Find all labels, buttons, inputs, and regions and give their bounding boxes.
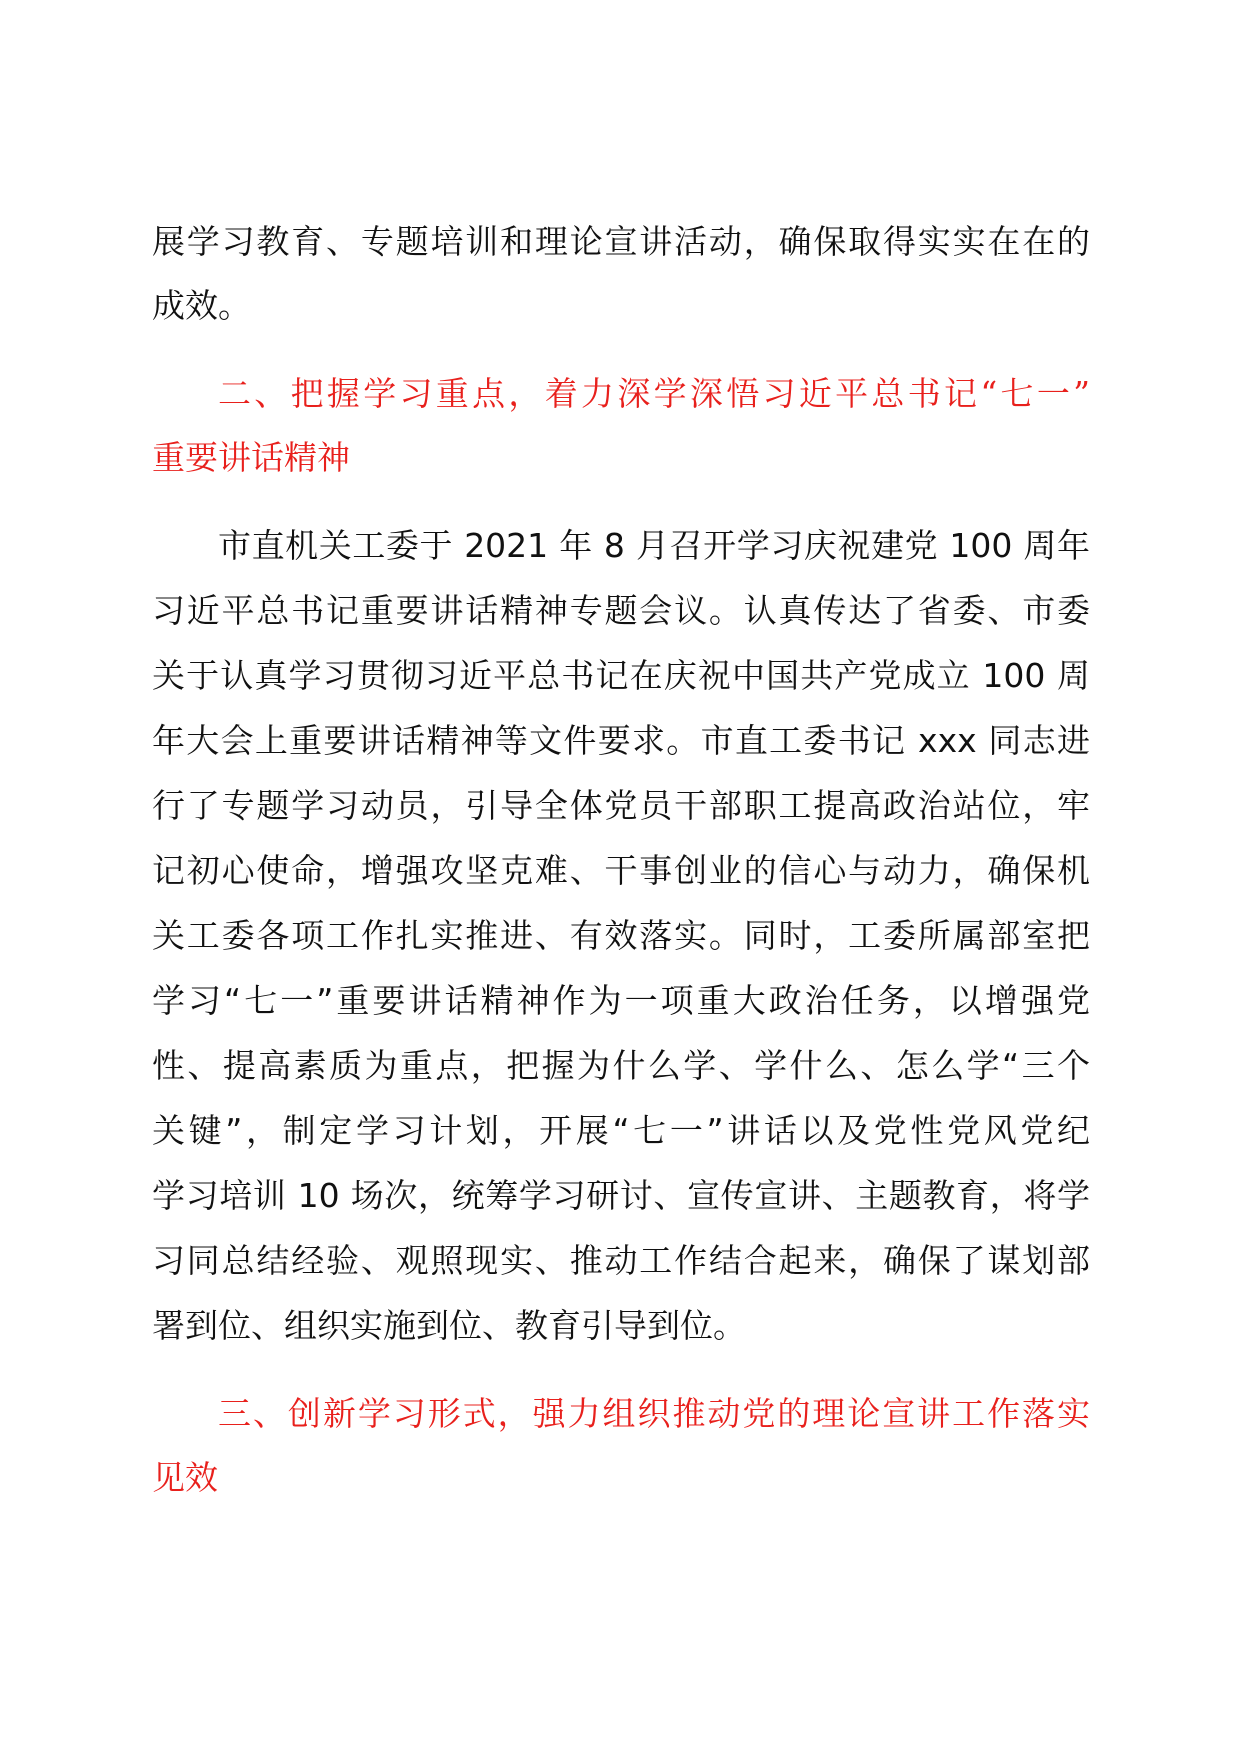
body-text-line: 关键”，制定学习计划，开展“七一”讲话以及党性党风党纪 bbox=[152, 1111, 1090, 1150]
body-text-line: 关于认真学习贯彻习近平总书记在庆祝中国共产党成立 100 周 bbox=[152, 656, 1090, 695]
document-page bbox=[152, 0, 1090, 1754]
body-text-line: 署到位、组织实施到位、教育引导到位。 bbox=[152, 1306, 746, 1345]
body-text-line: 关工委各项工作扎实推进、有效落实。同时，工委所属部室把 bbox=[152, 916, 1090, 955]
body-text-line: 展学习教育、专题培训和理论宣讲活动，确保取得实实在在的 bbox=[152, 222, 1090, 261]
section-heading: 见效 bbox=[152, 1458, 218, 1497]
section-heading: 重要讲话精神 bbox=[152, 438, 350, 477]
body-text-line: 行了专题学习动员，引导全体党员干部职工提高政治站位，牢 bbox=[152, 786, 1090, 825]
body-text-line: 学习培训 10 场次，统筹学习研讨、宣传宣讲、主题教育，将学 bbox=[152, 1176, 1090, 1215]
section-heading: 三、创新学习形式，强力组织推动党的理论宣讲工作落实 bbox=[218, 1394, 1090, 1433]
body-text-line: 习近平总书记重要讲话精神专题会议。认真传达了省委、市委 bbox=[152, 591, 1090, 630]
body-text-line: 性、提高素质为重点，把握为什么学、学什么、怎么学“三个 bbox=[152, 1046, 1090, 1085]
body-text-line: 习同总结经验、观照现实、推动工作结合起来，确保了谋划部 bbox=[152, 1241, 1090, 1280]
body-text-line: 记初心使命，增强攻坚克难、干事创业的信心与动力，确保机 bbox=[152, 851, 1090, 890]
body-text-line: 成效。 bbox=[152, 286, 251, 325]
section-heading: 二、把握学习重点，着力深学深悟习近平总书记“七一” bbox=[218, 374, 1090, 413]
body-text-line: 年大会上重要讲话精神等文件要求。市直工委书记 xxx 同志进 bbox=[152, 721, 1090, 760]
body-text-line: 学习“七一”重要讲话精神作为一项重大政治任务，以增强党 bbox=[152, 981, 1090, 1020]
body-text-line: 市直机关工委于 2021 年 8 月召开学习庆祝建党 100 周年 bbox=[218, 526, 1090, 565]
